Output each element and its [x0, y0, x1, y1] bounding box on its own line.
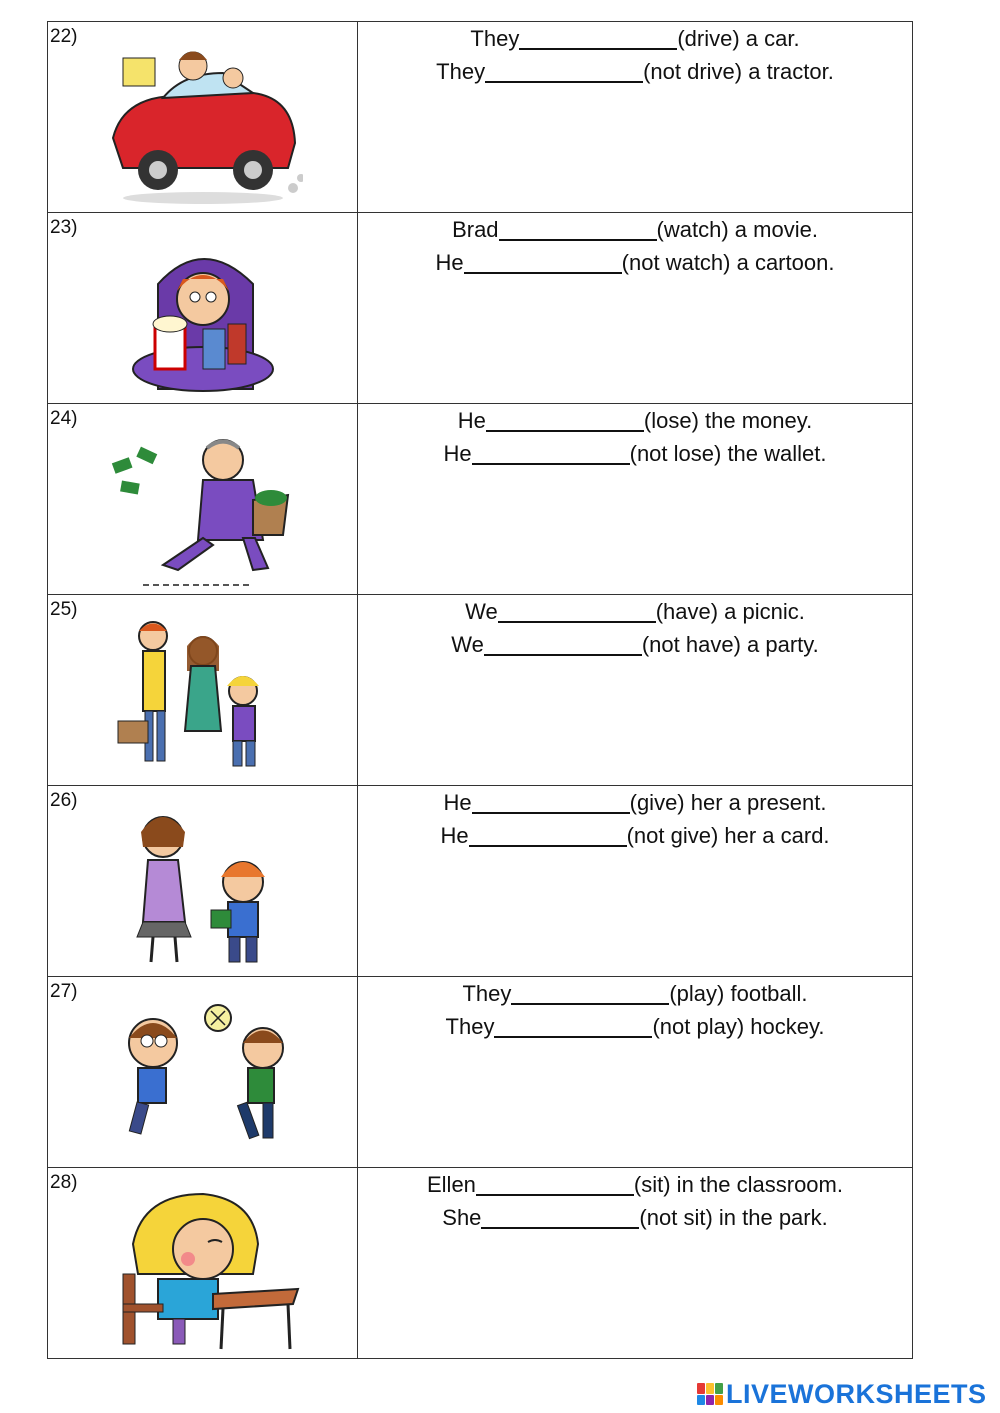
answer-blank[interactable] — [464, 250, 622, 274]
exercise-row — [48, 977, 913, 1168]
sentence-subject: He — [435, 250, 464, 275]
sentence-rest: (sit) in the classroom. — [633, 1172, 843, 1197]
logo-mark-icon — [697, 1383, 723, 1405]
sentence-subject: They — [462, 981, 512, 1006]
sentence-cell — [358, 22, 913, 213]
sentence-subject: He — [443, 441, 472, 466]
sentence-rest: (not have) a party. — [641, 632, 819, 657]
negative-sentence — [358, 246, 912, 279]
worksheet-table — [47, 21, 913, 1359]
answer-blank[interactable] — [519, 26, 677, 50]
sentence-subject: They — [470, 26, 520, 51]
negative-sentence — [358, 819, 912, 852]
negative-sentence — [358, 1201, 912, 1234]
man-losing-money-icon — [103, 420, 303, 590]
boy-watching-movie-icon — [103, 229, 303, 399]
sentence-rest: (not give) her a card. — [626, 823, 830, 848]
sentence-rest: (give) her a present. — [629, 790, 827, 815]
answer-blank[interactable] — [486, 408, 644, 432]
affirmative-sentence — [358, 213, 912, 246]
negative-sentence — [358, 628, 912, 661]
sentence-rest: (play) football. — [669, 981, 808, 1006]
picture-cell — [48, 786, 358, 977]
sentence-cell — [358, 404, 913, 595]
answer-blank[interactable] — [472, 790, 630, 814]
answer-blank[interactable] — [472, 441, 630, 465]
exercise-number: 22) — [50, 26, 78, 47]
family-picnic-icon — [103, 611, 303, 781]
picture-cell — [48, 1168, 358, 1359]
answer-blank[interactable] — [494, 1014, 652, 1038]
family-driving-car-icon — [103, 38, 303, 208]
affirmative-sentence — [358, 977, 912, 1010]
sentence-subject: She — [442, 1205, 482, 1230]
answer-blank[interactable] — [481, 1205, 639, 1229]
exercise-row — [48, 213, 913, 404]
sentence-cell — [358, 1168, 913, 1359]
answer-blank[interactable] — [499, 217, 657, 241]
exercise-number: 24) — [50, 408, 78, 429]
sentence-subject: He — [443, 790, 472, 815]
exercise-row — [48, 1168, 913, 1359]
boy-giving-present-icon — [103, 802, 303, 972]
picture-cell — [48, 977, 358, 1168]
sentence-rest: (not play) hockey. — [652, 1014, 825, 1039]
negative-sentence — [358, 1010, 912, 1043]
girl-sitting-at-desk-icon — [103, 1184, 303, 1354]
exercise-number: 26) — [50, 790, 78, 811]
brand-text: LIVEWORKSHEETS — [726, 1378, 987, 1409]
sentence-subject: He — [440, 823, 469, 848]
exercise-number: 28) — [50, 1172, 78, 1193]
sentence-subject: They — [436, 59, 486, 84]
affirmative-sentence — [358, 786, 912, 819]
picture-cell — [48, 22, 358, 213]
affirmative-sentence — [358, 404, 912, 437]
sentence-rest: (drive) a car. — [677, 26, 800, 51]
sentence-rest: (watch) a movie. — [656, 217, 818, 242]
sentence-rest: (not watch) a cartoon. — [621, 250, 835, 275]
affirmative-sentence — [358, 1168, 912, 1201]
exercise-row — [48, 595, 913, 786]
answer-blank[interactable] — [484, 632, 642, 656]
negative-sentence — [358, 55, 912, 88]
exercise-row — [48, 786, 913, 977]
sentence-rest: (not drive) a tractor. — [643, 59, 834, 84]
sentence-subject: We — [465, 599, 498, 624]
sentence-cell — [358, 977, 913, 1168]
sentence-subject: We — [451, 632, 484, 657]
sentence-rest: (not lose) the wallet. — [629, 441, 827, 466]
exercise-number: 23) — [50, 217, 78, 238]
picture-cell — [48, 213, 358, 404]
sentence-rest: (not sit) in the park. — [639, 1205, 828, 1230]
sentence-subject: He — [457, 408, 486, 433]
exercise-row — [48, 404, 913, 595]
boys-playing-football-icon — [103, 993, 303, 1163]
sentence-cell — [358, 786, 913, 977]
sentence-cell — [358, 213, 913, 404]
answer-blank[interactable] — [485, 59, 643, 83]
exercise-number: 25) — [50, 599, 78, 620]
sentence-subject: Ellen — [427, 1172, 476, 1197]
affirmative-sentence — [358, 595, 912, 628]
picture-cell — [48, 595, 358, 786]
sentence-rest: (have) a picnic. — [655, 599, 805, 624]
answer-blank[interactable] — [469, 823, 627, 847]
sentence-cell — [358, 595, 913, 786]
answer-blank[interactable] — [511, 981, 669, 1005]
exercise-number: 27) — [50, 981, 78, 1002]
answer-blank[interactable] — [476, 1172, 634, 1196]
negative-sentence — [358, 437, 912, 470]
sentence-subject: They — [445, 1014, 495, 1039]
picture-cell — [48, 404, 358, 595]
liveworksheets-logo[interactable] — [697, 1376, 987, 1412]
answer-blank[interactable] — [498, 599, 656, 623]
affirmative-sentence — [358, 22, 912, 55]
sentence-rest: (lose) the money. — [643, 408, 813, 433]
exercise-row — [48, 22, 913, 213]
sentence-subject: Brad — [452, 217, 499, 242]
